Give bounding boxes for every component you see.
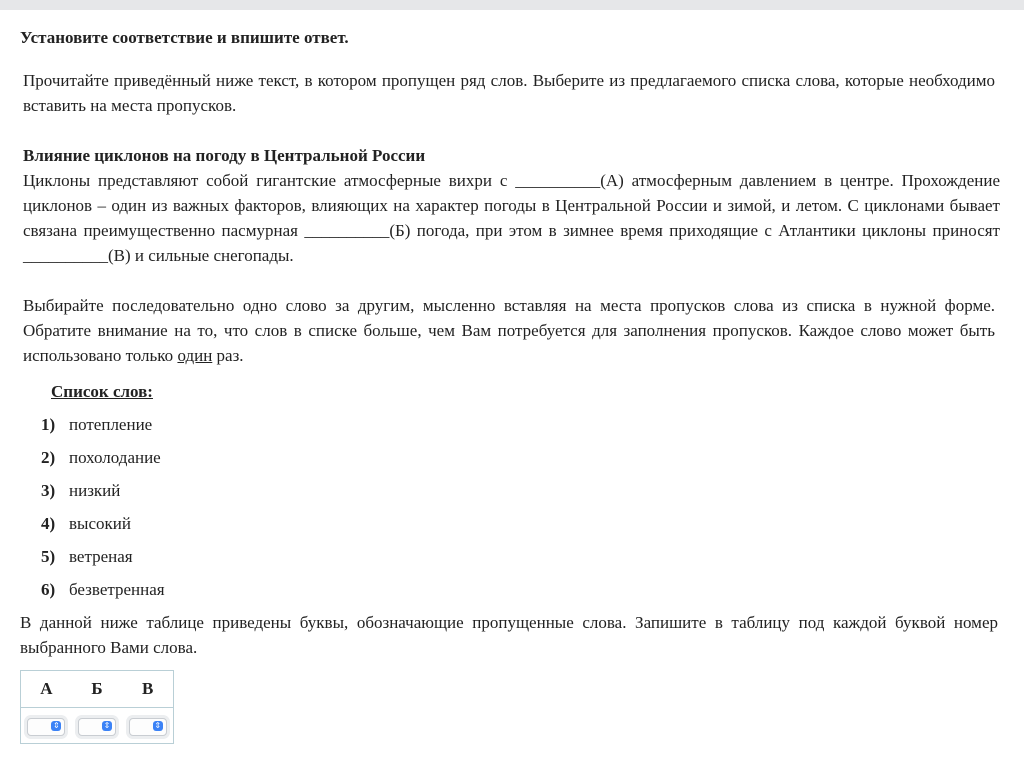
select-arrows-icon: ⇕ bbox=[103, 720, 111, 730]
table-instruction: В данной ниже таблице приведены буквы, обозначающие пропущенные слова. Запишите в таблицу под каждой буквой номер выбранного Вами слова. bbox=[20, 613, 998, 657]
answer-table-row bbox=[21, 708, 173, 745]
directions-part-2: раз. bbox=[212, 346, 244, 365]
select-arrows-icon: ⇕ bbox=[52, 720, 60, 730]
answer-table bbox=[20, 670, 174, 744]
text-part-3: (Б) погода, при этом в зимнее время приходящие с Атлантики циклоны приносят bbox=[389, 221, 1000, 240]
blank-v: __________ bbox=[23, 246, 108, 265]
task-instruction: Установите соответствие и впишите ответ. bbox=[20, 28, 349, 47]
item-number: 2) bbox=[41, 448, 56, 467]
letter-v: В bbox=[142, 679, 154, 698]
text-part-4: (В) и сильные снегопады. bbox=[108, 246, 294, 265]
item-number: 3) bbox=[41, 481, 56, 500]
item-word: низкий bbox=[69, 481, 121, 500]
list-item bbox=[41, 544, 165, 577]
directions-part-1: Выбирайте последовательно одно слово за другим, мысленно вставляя на места пропусков слова из списка в нужной форме. Обратите внимание на то, что слов в списке больше, чем Вам потребуется для заполнения пропусков. Каждое слово может быть использовано только bbox=[23, 296, 995, 365]
item-word: потепление bbox=[69, 415, 153, 434]
item-word: похолодание bbox=[69, 448, 161, 467]
item-word: ветреная bbox=[69, 547, 133, 566]
letter-a: А bbox=[40, 679, 53, 698]
blank-b: __________ bbox=[304, 221, 390, 240]
item-number: 1) bbox=[41, 415, 56, 434]
intro-paragraph: Прочитайте приведённый ниже текст, в котором пропущен ряд слов. Выберите из предлагаемого списка слова, которые необходимо вставить на места пропусков. bbox=[23, 71, 995, 115]
word-list-title: Список слов: bbox=[51, 382, 153, 401]
list-item bbox=[41, 412, 165, 445]
text-heading: Влияние циклонов на погоду в Центральной России bbox=[23, 146, 426, 165]
answer-select-v[interactable] bbox=[129, 718, 167, 736]
item-number: 6) bbox=[41, 580, 56, 599]
cyclone-text bbox=[23, 143, 1000, 268]
blank-a: __________ bbox=[515, 171, 601, 190]
answer-select-b[interactable] bbox=[78, 718, 116, 736]
list-item bbox=[41, 445, 165, 478]
item-word: безветренная bbox=[69, 580, 165, 599]
answer-select-a[interactable] bbox=[27, 718, 65, 736]
list-item bbox=[41, 577, 165, 610]
letter-b: Б bbox=[91, 679, 103, 698]
directions-underlined: один bbox=[177, 346, 213, 365]
word-list bbox=[41, 412, 165, 610]
select-arrows-icon: ⇕ bbox=[154, 720, 162, 730]
item-number: 5) bbox=[41, 547, 56, 566]
text-part-1: Циклоны представляют собой гигантские атмосферные вихри с bbox=[23, 171, 516, 190]
list-item bbox=[41, 511, 165, 544]
list-item bbox=[41, 478, 165, 511]
item-number: 4) bbox=[41, 514, 56, 533]
text-part-2: (А) атмосферным давлением в центре. Прохождение циклонов – один из важных факторов, влияющих на характер погоды в Центральной России и зимой, и летом. С циклонами бывает связана преимущественно пасмурная bbox=[23, 171, 1000, 240]
directions-paragraph bbox=[23, 293, 995, 368]
item-word: высокий bbox=[69, 514, 131, 533]
top-bar bbox=[0, 0, 1024, 10]
answer-table-header bbox=[21, 671, 173, 708]
